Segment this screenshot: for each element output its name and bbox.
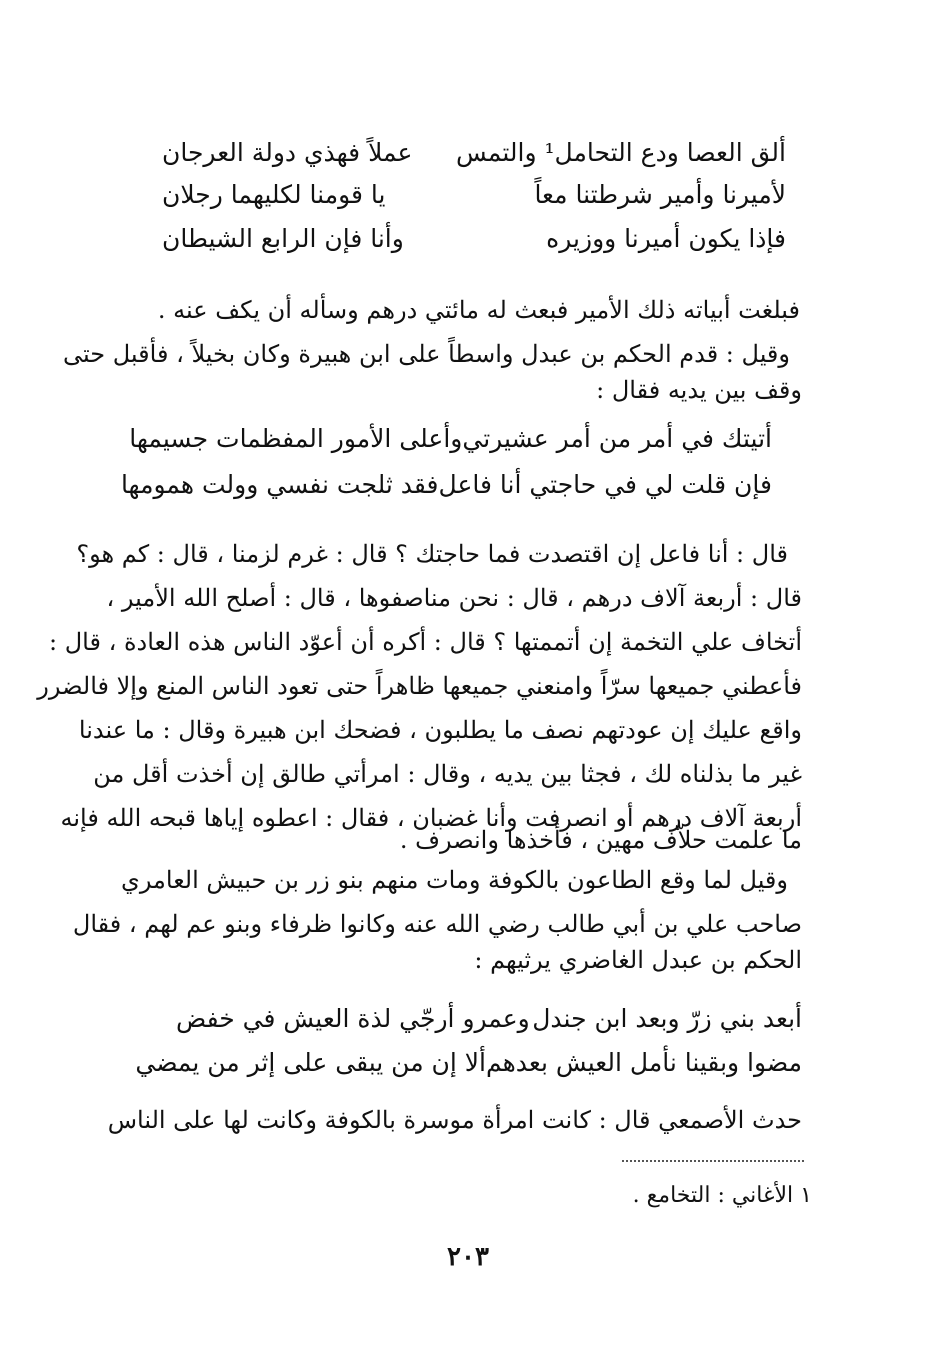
verse-second-hemistich: يا قومنا لكليهما رجلان bbox=[162, 180, 386, 209]
verse-first-hemistich: فإذا يكون أميرنا ووزيره bbox=[546, 224, 786, 253]
paragraph-line: واقع عليك إن عودتهم نصف ما يطلبون ، فضحك ابن هبيرة وقال : ما عندنا bbox=[78, 716, 802, 744]
verse-second-hemistich: وأعلى الأمور المفظمات جسيمها bbox=[129, 424, 463, 453]
paragraph-line: قال : أربعة آلاف درهم ، قال : نحن مناصفوها ، قال : أصلح الله الأمير ، bbox=[106, 584, 802, 612]
verse-line bbox=[162, 140, 786, 165]
paragraph-line: غير ما بذلناه لك ، فجثا بين يديه ، وقال : امرأتي طالق إن أخذت أقل من bbox=[93, 760, 802, 788]
paragraph-line: الحكم بن عبدل الغاضري يرثيهم : bbox=[474, 946, 802, 974]
verse-first-hemistich: أتيتك في أمر من أمر عشيرتي bbox=[462, 424, 772, 453]
verse-first-hemistich: مضوا وبقينا نأمل العيش بعدهم bbox=[485, 1048, 802, 1077]
paragraph-line: وقيل : قدم الحكم بن عبدل واسطاً على ابن هبيرة وكان بخيلاً ، فأقبل حتى bbox=[63, 340, 790, 368]
paragraph-line: وقيل لما وقع الطاعون بالكوفة ومات منهم بنو زر بن حبيش العامري bbox=[121, 866, 788, 894]
verse-line bbox=[162, 226, 786, 251]
footnote-separator bbox=[622, 1160, 804, 1162]
paragraph-line: صاحب علي بن أبي طالب رضي الله عنه وكانوا ظرفاء وبنو عم لهم ، فقال bbox=[72, 910, 802, 938]
paragraph-line: فبلغت أبياته ذلك الأمير فبعث له مائتي درهم وسأله أن يكف عنه . bbox=[157, 296, 800, 324]
paragraph-line: وقف بين يديه فقال : bbox=[596, 376, 802, 404]
verse-first-hemistich: فإن قلت لي في حاجتي أنا فاعل bbox=[438, 470, 772, 499]
verse-line bbox=[135, 1048, 802, 1077]
verse-line bbox=[162, 182, 786, 207]
verse-second-hemistich: عملاً فهذي دولة العرجان bbox=[162, 138, 413, 167]
verse-second-hemistich: وأنا فإن الرابع الشيطان bbox=[162, 224, 404, 253]
paragraph-line: حدث الأصمعي قال : كانت امرأة موسرة بالكوفة وكانت لها على الناس bbox=[107, 1106, 802, 1134]
verse-first-hemistich: أبعد بني زرّ وبعد ابن جندل bbox=[532, 1004, 802, 1033]
paragraph-line: فأعطني جميعها سرّاً وامنعني جميعها ظاهراً حتى تعود الناس المنع وإلا فالضرر bbox=[37, 672, 802, 700]
verse-second-hemistich: وعمرو أرجّي لذة العيش في خفض bbox=[176, 1004, 530, 1033]
verse-line bbox=[129, 424, 772, 453]
verse-first-hemistich: ألق العصا ودع التحامل¹ والتمس bbox=[456, 138, 786, 167]
footnote: ١ الأغاني : التخامع . bbox=[632, 1183, 812, 1208]
verse-line bbox=[176, 1006, 802, 1031]
verse-second-hemistich: ألا إن من يبقى على إثر من يمضي bbox=[135, 1048, 486, 1077]
paragraph-line: أربعة آلاف درهم أو انصرفت وأنا غضبان ، فقال : اعطوه إياها قبحه الله فإنه bbox=[60, 804, 802, 832]
paragraph-line: أتخاف علي التخمة إن أتممتها ؟ قال : أكره أن أعوّد الناس هذه العادة ، قال : bbox=[49, 628, 802, 656]
verse-second-hemistich: فقد ثلجت نفسي وولت همومها bbox=[120, 470, 439, 499]
page-number: ٢٠٣ bbox=[447, 1242, 489, 1272]
paragraph-line: قال : أنا فاعل إن اقتصدت فما حاجتك ؟ قال : غرم لزمنا ، قال : كم هو؟ bbox=[76, 540, 788, 568]
verse-first-hemistich: لأميرنا وأمير شرطتنا معاً bbox=[534, 180, 786, 209]
verse-line bbox=[120, 470, 772, 499]
paragraph-line: ما علمت حلاّف مهين ، فأخذها وانصرف . bbox=[399, 826, 802, 854]
